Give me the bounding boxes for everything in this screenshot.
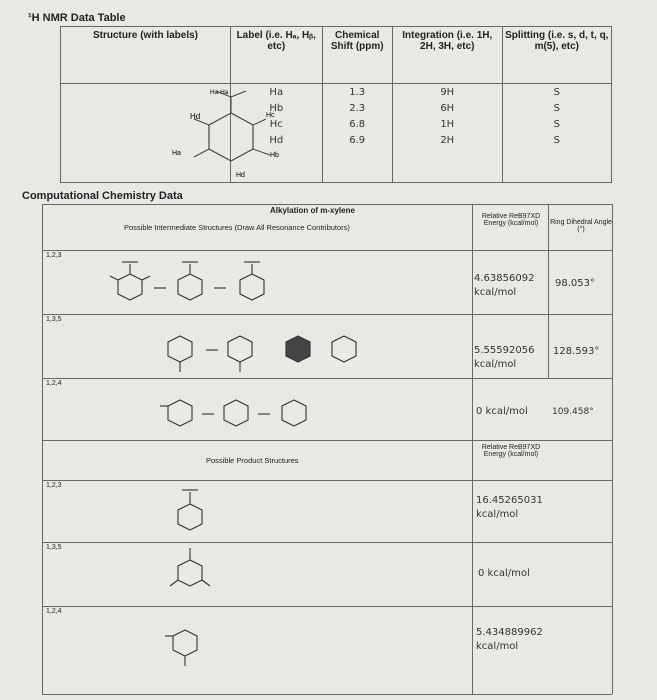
- intermediate-135-resonance-drawing: [160, 320, 360, 376]
- nmr-data-table: [60, 26, 612, 183]
- comp-header-energy: Relative ReB97XD Energy (kcal/mol): [481, 213, 541, 227]
- svg-text:Hd: Hd: [235, 172, 245, 179]
- header-label: Label (i.e. Hₐ, Hᵦ, etc): [231, 27, 322, 84]
- product-124-drawing: [160, 620, 210, 670]
- label-ha: Ha: [269, 87, 284, 98]
- comp-header-sub: Possible Intermediate Structures (Draw All Resonance Contributors): [124, 223, 350, 232]
- label-hb: Hb: [269, 103, 284, 114]
- product-energy-3: 5.434889962 kcal/mol: [476, 627, 543, 652]
- header-shift: Chemical Shift (ppm): [322, 27, 392, 84]
- intermediate-123-resonance-drawing: [110, 258, 280, 310]
- intermediate-energy-2: 5.55592056 kcal/mol: [474, 345, 535, 370]
- integration-hc: 1H: [440, 119, 455, 130]
- splitting-hb: S: [553, 103, 560, 114]
- comp-header-main: Alkylation of m-xylene: [270, 206, 355, 215]
- intermediate-pos-2: 1,3,5: [46, 316, 62, 323]
- shift-hc: 6.8: [349, 119, 366, 130]
- labeled-structure-drawing: [146, 85, 316, 181]
- splitting-cell: [502, 84, 611, 183]
- product-pos-2: 1,3,5: [46, 544, 62, 551]
- header-structure: Structure (with labels): [61, 27, 231, 84]
- intermediate-angle-2: 128.593°: [553, 346, 600, 357]
- intermediate-angle-1: 98.053°: [555, 278, 595, 289]
- label-hd: Hd: [269, 135, 284, 146]
- svg-text:Ha: Ha: [171, 150, 181, 157]
- intermediate-124-resonance-drawing: [160, 390, 330, 438]
- product-pos-3: 1,2,4: [46, 608, 62, 615]
- intermediate-pos-1: 1,2,3: [46, 252, 62, 259]
- splitting-hd: S: [553, 135, 560, 146]
- intermediate-angle-3: 109.458°: [552, 407, 594, 417]
- comp-header-dihedral: Ring Dihedral Angle (°): [550, 219, 612, 233]
- nmr-table-title: ¹H NMR Data Table: [28, 12, 126, 24]
- product-pos-1: 1,2,3: [46, 482, 62, 489]
- product-header: Possible Product Structures: [206, 456, 299, 465]
- integration-hd: 2H: [440, 135, 455, 146]
- product-energy-2: 0 kcal/mol: [478, 568, 530, 579]
- integration-hb: 6H: [440, 103, 455, 114]
- intermediate-energy-1: 4.63856092 kcal/mol: [474, 273, 535, 298]
- product-energy-1: 16.45265031 kcal/mol: [476, 495, 543, 520]
- comp-section-title: Computational Chemistry Data: [22, 190, 183, 202]
- intermediate-energy-3: 0 kcal/mol: [476, 406, 528, 417]
- product-123-drawing: [170, 486, 210, 538]
- header-integration: Integration (i.e. 1H, 2H, 3H, etc): [392, 27, 502, 84]
- product-energy-header: Relative ReB97XD Energy (kcal/mol): [481, 444, 541, 458]
- svg-text:Hd: Hd: [189, 112, 200, 121]
- structure-cell: [61, 84, 279, 183]
- shift-ha: 1.3: [349, 87, 366, 98]
- shift-hd: 6.9: [349, 135, 366, 146]
- splitting-hc: S: [553, 119, 560, 130]
- intermediate-pos-3: 1,2,4: [46, 380, 62, 387]
- svg-text:Hb: Hb: [269, 152, 279, 159]
- svg-text:Ha Ha: Ha Ha: [209, 89, 228, 96]
- header-splitting: Splitting (i.e. s, d, t, q, m(5), etc): [502, 27, 611, 84]
- integration-ha: 9H: [440, 87, 455, 98]
- shift-cell: [322, 84, 392, 183]
- integration-cell: [392, 84, 502, 183]
- shift-hb: 2.3: [349, 103, 366, 114]
- splitting-ha: S: [553, 87, 560, 98]
- label-hc: Hc: [269, 119, 283, 130]
- product-135-drawing: [170, 546, 210, 602]
- svg-text:Hc: Hc: [265, 112, 275, 119]
